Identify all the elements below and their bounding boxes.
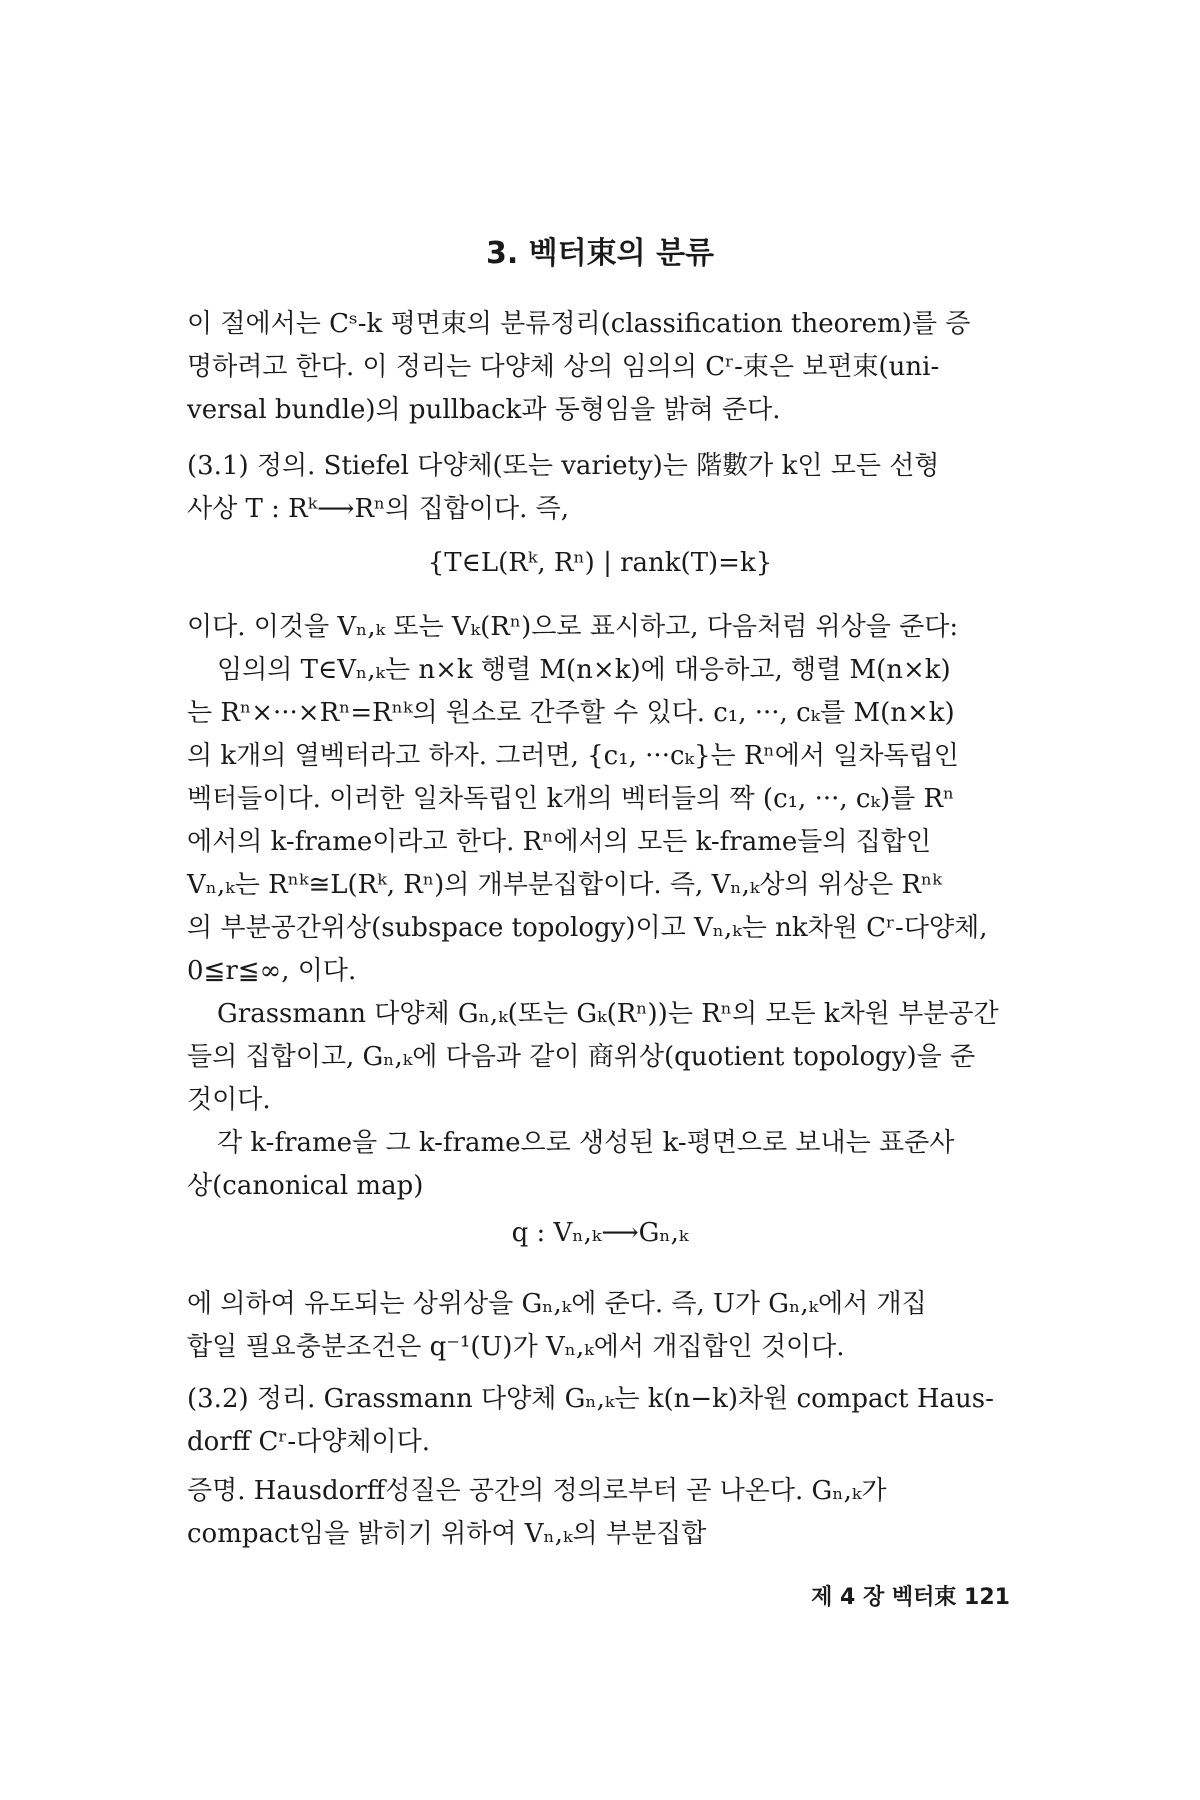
definition-3-1	[187, 445, 1043, 531]
text-line: 들의 집합이고, Gₙ,ₖ에 다음과 같이 商위상(quotient topology)을 준	[187, 1042, 976, 1072]
text-line: Vₙ,ₖ는 Rⁿᵏ≅L(Rᵏ, Rⁿ)의 개부분집합이다. 즉, Vₙ,ₖ상의 위상은 Rⁿᵏ	[187, 870, 942, 900]
text-line: 각 k-frame을 그 k-frame으로 생성된 k-평면으로 보내는 표준사	[217, 1128, 955, 1158]
text-line: 의 부분공간위상(subspace topology)이고 Vₙ,ₖ는 nk차원 Cʳ-다양체,	[187, 913, 988, 943]
text-line: 이 절에서는 Cˢ-k 평면束의 분류정리(classification theorem)를 증	[187, 309, 971, 339]
formula-canonical-map: q : Vₙ,ₖ⟶Gₙ,ₖ	[511, 1218, 689, 1248]
text-line: 합일 필요충분조건은 q⁻¹(U)가 Vₙ,ₖ에서 개집합인 것이다.	[187, 1332, 845, 1362]
text-line: (3.1) 정의. Stiefel 다양체(또는 variety)는 階數가 k인 모든 선형	[187, 451, 940, 481]
text-line: 명하려고 한다. 이 정리는 다양체 상의 임의의 Cʳ-束은 보편束(uni-	[187, 352, 940, 382]
text-line: 사상 T : Rᵏ⟶Rⁿ의 집합이다. 즉,	[187, 494, 570, 524]
text-line: 증명. Hausdorff성질은 공간의 정의로부터 곧 나온다. Gₙ,ₖ가	[187, 1476, 887, 1506]
intro-paragraph	[187, 303, 1043, 432]
text-line: 에 의하여 유도되는 상위상을 Gₙ,ₖ에 준다. 즉, U가 Gₙ,ₖ에서 개집	[187, 1289, 927, 1319]
theorem-3-2	[187, 1378, 1043, 1464]
text-line: 임의의 T∈Vₙ,ₖ는 n×k 행렬 M(n×k)에 대응하고, 행렬 M(n×k)	[217, 655, 951, 685]
text-line: 벡터들이다. 이러한 일차독립인 k개의 벡터들의 짝 (c₁, ···, cₖ)를 Rⁿ	[187, 784, 955, 814]
definition-body	[187, 606, 1043, 1208]
text-line: 상(canonical map)	[187, 1171, 424, 1201]
text-line: Grassmann 다양체 Gₙ,ₖ(또는 Gₖ(Rⁿ))는 Rⁿ의 모든 k차원 부분공간	[217, 999, 999, 1029]
text-line: versal bundle)의 pullback과 동형임을 밝혀 준다.	[187, 395, 781, 425]
text-line: 에서의 k-frame이라고 한다. Rⁿ에서의 모든 k-frame들의 집합인	[187, 827, 932, 857]
section-title: 3. 벡터束의 분류	[485, 236, 715, 271]
proof	[187, 1470, 1043, 1556]
text-line: compact임을 밝히기 위하여 Vₙ,ₖ의 부분집합	[187, 1519, 707, 1549]
text-line: 이다. 이것을 Vₙ,ₖ 또는 Vₖ(Rⁿ)으로 표시하고, 다음처럼 위상을 준다:	[187, 612, 959, 642]
text-line: 는 Rⁿ×···×Rⁿ=Rⁿᵏ의 원소로 간주할 수 있다. c₁, ···, cₖ를 M(n×k)	[187, 698, 955, 728]
quotient-topology-paragraph	[187, 1283, 1043, 1369]
text-line: 0≦r≦∞, 이다.	[187, 956, 357, 986]
formula-rank-set: {T∈L(Rᵏ, Rⁿ) | rank(T)=k}	[427, 548, 773, 578]
text-line: 의 k개의 열벡터라고 하자. 그러면, {c₁, ···cₖ}는 Rⁿ에서 일차독립인	[187, 741, 959, 771]
text-line: (3.2) 정리. Grassmann 다양체 Gₙ,ₖ는 k(n−k)차원 compact Haus-	[187, 1384, 994, 1414]
text-line: 것이다.	[187, 1085, 271, 1115]
text-line: dorff Cʳ-다양체이다.	[187, 1427, 431, 1457]
page-footer: 제 4 장 벡터束 121	[811, 1585, 1010, 1610]
